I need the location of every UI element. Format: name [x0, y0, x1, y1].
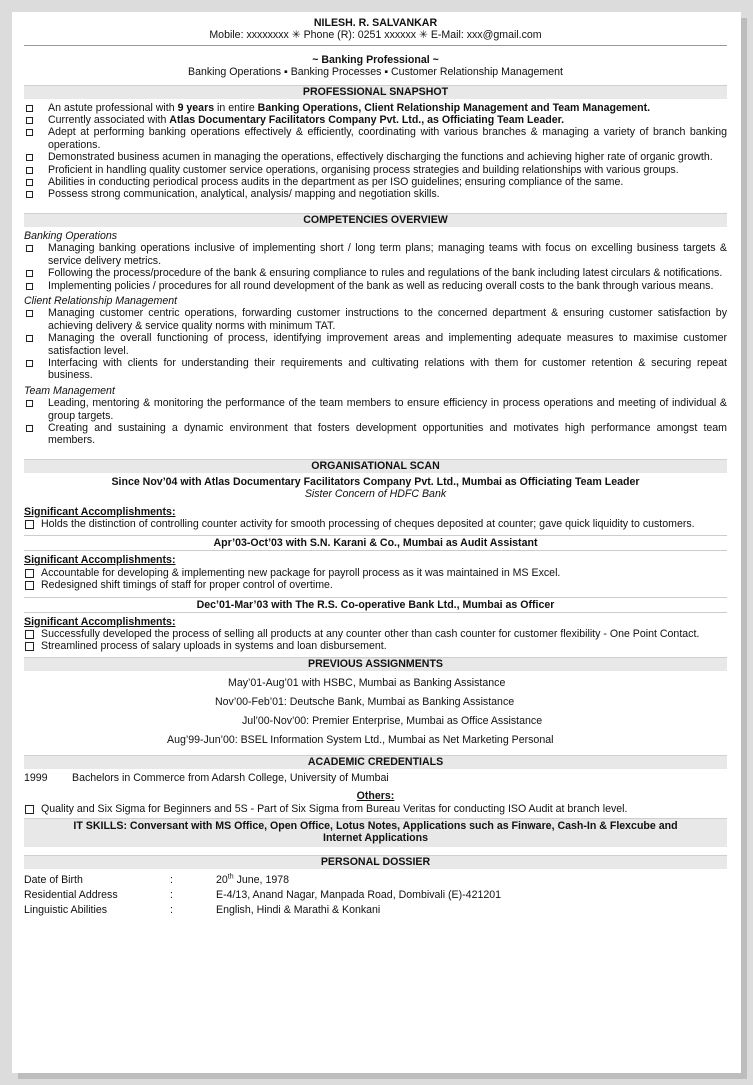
section-heading: ORGANISATIONAL SCAN: [24, 459, 727, 473]
checkbox-bullet-icon: [26, 105, 33, 112]
checkbox-bullet-icon: [25, 569, 34, 578]
assignment-item: Jul’00-Nov’00: Premier Enterprise, Mumbai as Office Assistance: [242, 714, 543, 727]
job-title: Since Nov’04 with Atlas Documentary Facilitators Company Pvt. Ltd., Mumbai as Officiating Team Leader: [111, 475, 640, 488]
list-item: An astute professional with 9 years in entire Banking Operations, Client Relationship Management and Team Management.: [24, 102, 727, 114]
job-subtitle: Sister Concern of HDFC Bank: [304, 488, 447, 501]
education-row: [24, 772, 727, 784]
page-shadow-bottom: [18, 1073, 747, 1079]
list-item: Quality and Six Sigma for Beginners and 5S - Part of Six Sigma from Bureau Veritas for conducting ISO Audit at branch level.: [24, 803, 727, 815]
list-item: Proficient in handling quality customer service operations, organising process strategies and building relationships with various groups.: [24, 164, 727, 176]
personal-row: [24, 873, 727, 888]
section-heading: COMPETENCIES OVERVIEW: [24, 213, 727, 227]
education-degree: Bachelors in Commerce from Adarsh College, University of Mumbai: [72, 771, 389, 784]
personal-row: [24, 888, 727, 903]
checkbox-bullet-icon: [26, 245, 33, 252]
accomplishment-list: [24, 628, 727, 653]
accomplishment-list: [24, 518, 727, 530]
header-divider: [24, 45, 727, 46]
checkbox-bullet-icon: [26, 360, 33, 367]
job-title: Dec’01-Mar’03 with The R.S. Co-operative Bank Ltd., Mumbai as Officer: [24, 597, 727, 613]
it-skills-line: Internet Applications: [323, 832, 428, 845]
competency-category: Client Relationship Management: [24, 294, 178, 307]
list-item: Following the process/procedure of the bank & ensuring compliance to rules and regulations of the bank including latest circulars & notifications.: [24, 267, 727, 279]
contact-line: Mobile: xxxxxxxx ✳ Phone (R): 0251 xxxxxx ✳ E-Mail: xxx@gmail.com: [209, 29, 542, 42]
education-year: 1999: [24, 771, 48, 784]
list-item: Redesigned shift timings of staff for proper control of overtime.: [24, 579, 727, 591]
checkbox-bullet-icon: [26, 129, 33, 136]
list-item: Creating and sustaining a dynamic environment that fosters development opportunities and motivates high performance amongst team members.: [24, 422, 727, 447]
dob-label: Date of Birth: [24, 873, 83, 886]
separator: :: [170, 873, 173, 886]
list-item: Currently associated with Atlas Documentary Facilitators Company Pvt. Ltd., as Officiating Team Leader.: [24, 114, 727, 126]
list-item: Demonstrated business acumen in managing the operations, effectively discharging the functions and achieving higher rate of organic growth.: [24, 151, 727, 163]
accomplishment-list: [24, 567, 727, 592]
list-item: Accountable for developing & implementing new package for payroll process as it was maintained in MS Excel.: [24, 567, 727, 579]
linguistic-label: Linguistic Abilities: [24, 903, 108, 916]
others-list: [24, 803, 727, 815]
list-item: Successfully developed the process of selling all products at any counter other than cash counter for customer flexibility - One Point Contact.: [24, 628, 727, 640]
list-item: Interfacing with clients for understanding their requirements and cultivating relations with them for customer retention & securing repeat business.: [24, 357, 727, 382]
competency-list: [24, 242, 727, 292]
subheadline: Banking Operations ▪ Banking Processes ▪ Customer Relationship Management: [188, 66, 563, 79]
dob-value: 20th June, 1978: [216, 873, 290, 886]
competency-list: [24, 307, 727, 381]
checkbox-bullet-icon: [26, 400, 33, 407]
assignment-item: May’01-Aug’01 with HSBC, Mumbai as Banking Assistance: [228, 676, 506, 689]
competency-category: Banking Operations: [24, 229, 118, 242]
list-item: Adept at performing banking operations effectively & efficiently, coordinating with various branches & managing a variety of branch banking operations.: [24, 126, 727, 151]
checkbox-bullet-icon: [26, 167, 33, 174]
assignment-item: Nov’00-Feb’01: Deutsche Bank, Mumbai as Banking Assistance: [215, 695, 515, 708]
checkbox-bullet-icon: [26, 270, 33, 277]
address-value: E-4/13, Anand Nagar, Manpada Road, Dombivali (E)-421201: [216, 888, 502, 901]
checkbox-bullet-icon: [26, 310, 33, 317]
accomplishments-label: Significant Accomplishments:: [24, 554, 176, 567]
accomplishments-label: Significant Accomplishments:: [24, 505, 176, 518]
competency-category: Team Management: [24, 384, 115, 397]
checkbox-bullet-icon: [25, 642, 34, 651]
checkbox-bullet-icon: [25, 630, 34, 639]
section-heading: PREVIOUS ASSIGNMENTS: [24, 657, 727, 671]
competency-list: [24, 397, 727, 447]
section-heading: ACADEMIC CREDENTIALS: [24, 755, 727, 769]
list-item: Implementing policies / procedures for all round development of the bank as well as reducing overall costs to the bank through various means.: [24, 280, 727, 292]
list-item: Streamlined process of salary uploads in systems and loan disbursement.: [24, 640, 727, 652]
checkbox-bullet-icon: [26, 154, 33, 161]
candidate-name: NILESH. R. SALVANKAR: [313, 17, 438, 29]
assignment-item: Aug’99-Jun’00: BSEL Information System Ltd., Mumbai as Net Marketing Personal: [167, 733, 554, 746]
checkbox-bullet-icon: [26, 179, 33, 186]
list-item: Managing banking operations inclusive of implementing short / long term plans; managing teams with focus on excelling business targets & service delivery metrics.: [24, 242, 727, 267]
others-label: Others:: [356, 790, 395, 803]
checkbox-bullet-icon: [26, 191, 33, 198]
linguistic-value: English, Hindi & Marathi & Konkani: [216, 903, 381, 916]
checkbox-bullet-icon: [26, 283, 33, 290]
personal-row: [24, 903, 727, 918]
list-item: Holds the distinction of controlling counter activity for smooth processing of cheques deposited at counter; gave quick liquidity to customers.: [24, 518, 727, 530]
it-skills-line: IT SKILLS: Conversant with MS Office, Open Office, Lotus Notes, Applications such as Finware, Cash-In & Flexcube and: [73, 820, 678, 833]
section-heading: PROFESSIONAL SNAPSHOT: [24, 85, 727, 99]
separator: :: [170, 888, 173, 901]
address-label: Residential Address: [24, 888, 118, 901]
accomplishments-label: Significant Accomplishments:: [24, 615, 176, 628]
checkbox-bullet-icon: [26, 335, 33, 342]
list-item: Managing customer centric operations, forwarding customer instructions to the concerned department & ensuring customer satisfaction by achieving delivery & service quality norms with minimum TAT.: [24, 307, 727, 332]
list-item: Managing the overall functioning of process, identifying improvement areas and implementing adequate measures to maximise customer satisfaction level.: [24, 332, 727, 357]
list-item: Leading, mentoring & monitoring the performance of the team members to ensure efficiency in process operations and meeting of individual & group targets.: [24, 397, 727, 422]
checkbox-bullet-icon: [26, 425, 33, 432]
resume-page: [12, 12, 741, 1073]
list-item: Possess strong communication, analytical, analysis/ mapping and negotiation skills.: [24, 188, 727, 200]
checkbox-bullet-icon: [26, 117, 33, 124]
checkbox-bullet-icon: [25, 805, 34, 814]
it-skills-box: [24, 818, 727, 847]
checkbox-bullet-icon: [25, 581, 34, 590]
job-title: Apr’03-Oct’03 with S.N. Karani & Co., Mumbai as Audit Assistant: [24, 535, 727, 551]
headline: ~ Banking Professional ~: [312, 53, 439, 66]
page-shadow-right: [741, 18, 747, 1079]
list-item: Abilities in conducting periodical process audits in the department as per ISO guidelines; ensuring compliance of the same.: [24, 176, 727, 188]
snapshot-list: [24, 102, 727, 201]
separator: :: [170, 903, 173, 916]
resume-content: [24, 17, 727, 918]
section-heading: PERSONAL DOSSIER: [24, 855, 727, 869]
checkbox-bullet-icon: [25, 520, 34, 529]
